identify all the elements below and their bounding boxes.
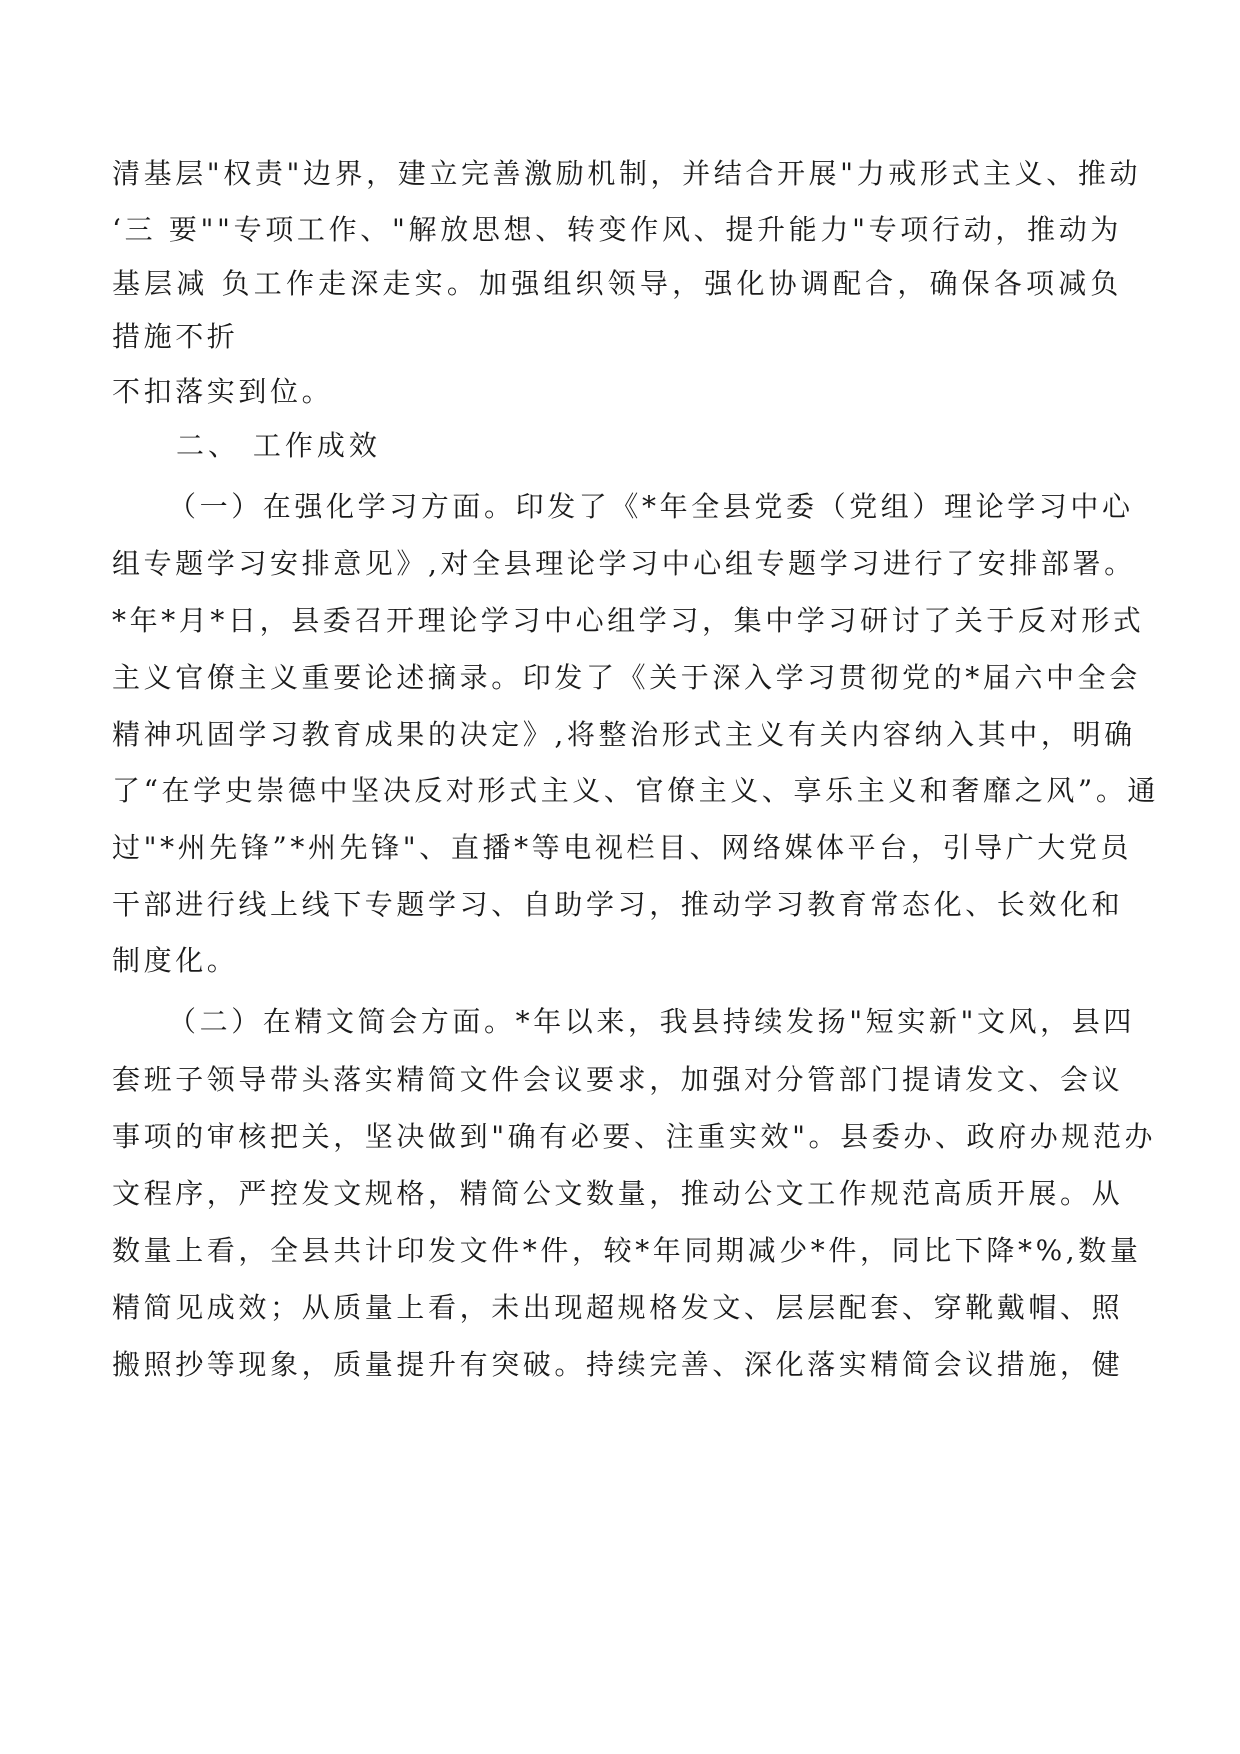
intro-line-4: 措施不折 bbox=[112, 320, 239, 353]
paragraph-2-line-1: （二）在精文简会方面。*年以来，我县持续发扬"短实新"文风，县四 bbox=[168, 1005, 1135, 1038]
paragraph-1-line-2: 组专题学习安排意见》,对全县理论学习中心组专题学习进行了安排部署。 bbox=[112, 547, 1136, 580]
paragraph-2-line-7: 搬照抄等现象，质量提升有突破。持续完善、深化落实精简会议措施，健 bbox=[112, 1348, 1124, 1381]
paragraph-1-line-6: 了“在学史崇德中坚决反对形式主义、官僚主义、享乐主义和奢靡之风”。通 bbox=[112, 774, 1160, 807]
paragraph-1-line-5: 精神巩固学习教育成果的决定》,将整治形式主义有关内容纳入其中，明确 bbox=[112, 718, 1136, 751]
paragraph-1-line-1: （一）在强化学习方面。印发了《*年全县党委（党组）理论学习中心 bbox=[168, 490, 1134, 523]
intro-line-3: 基层减 负工作走深走实。加强组织领导，强化协调配合，确保各项减负 bbox=[112, 267, 1122, 300]
section-heading: 二、 工作成效 bbox=[176, 429, 381, 462]
intro-line-2: ‘三 要""专项工作、"解放思想、转变作风、提升能力"专项行动，推动为 bbox=[112, 213, 1122, 246]
paragraph-1-line-8: 干部进行线上线下专题学习、自助学习，推动学习教育常态化、长效化和 bbox=[112, 888, 1124, 921]
intro-line-1: 清基层"权责"边界，建立完善激励机制，并结合开展"力戒形式主义、推动 bbox=[112, 157, 1142, 190]
paragraph-2-line-4: 文程序，严控发文规格，精简公文数量，推动公文工作规范高质开展。从 bbox=[112, 1177, 1124, 1210]
paragraph-2-line-6: 精简见成效；从质量上看，未出现超规格发文、层层配套、穿靴戴帽、照 bbox=[112, 1291, 1124, 1324]
paragraph-1-line-4: 主义官僚主义重要论述摘录。印发了《关于深入学习贯彻党的*届六中全会 bbox=[112, 661, 1141, 694]
paragraph-1-line-9: 制度化。 bbox=[112, 944, 239, 977]
paragraph-1-line-3: *年*月*日，县委召开理论学习中心组学习，集中学习研讨了关于反对形式 bbox=[112, 604, 1145, 637]
paragraph-2-line-3: 事项的审核把关，坚决做到"确有必要、注重实效"。县委办、政府办规范办 bbox=[112, 1120, 1157, 1153]
paragraph-1-line-7: 过"*州先锋”*州先锋"、直播*等电视栏目、网络媒体平台，引导广大党员 bbox=[112, 831, 1133, 864]
intro-line-5: 不扣落实到位。 bbox=[112, 375, 334, 408]
paragraph-2-line-2: 套班子领导带头落实精简文件会议要求，加强对分管部门提请发文、会议 bbox=[112, 1063, 1124, 1096]
paragraph-2-line-5: 数量上看，全县共计印发文件*件，较*年同期减少*件，同比下降*%,数量 bbox=[112, 1234, 1142, 1267]
